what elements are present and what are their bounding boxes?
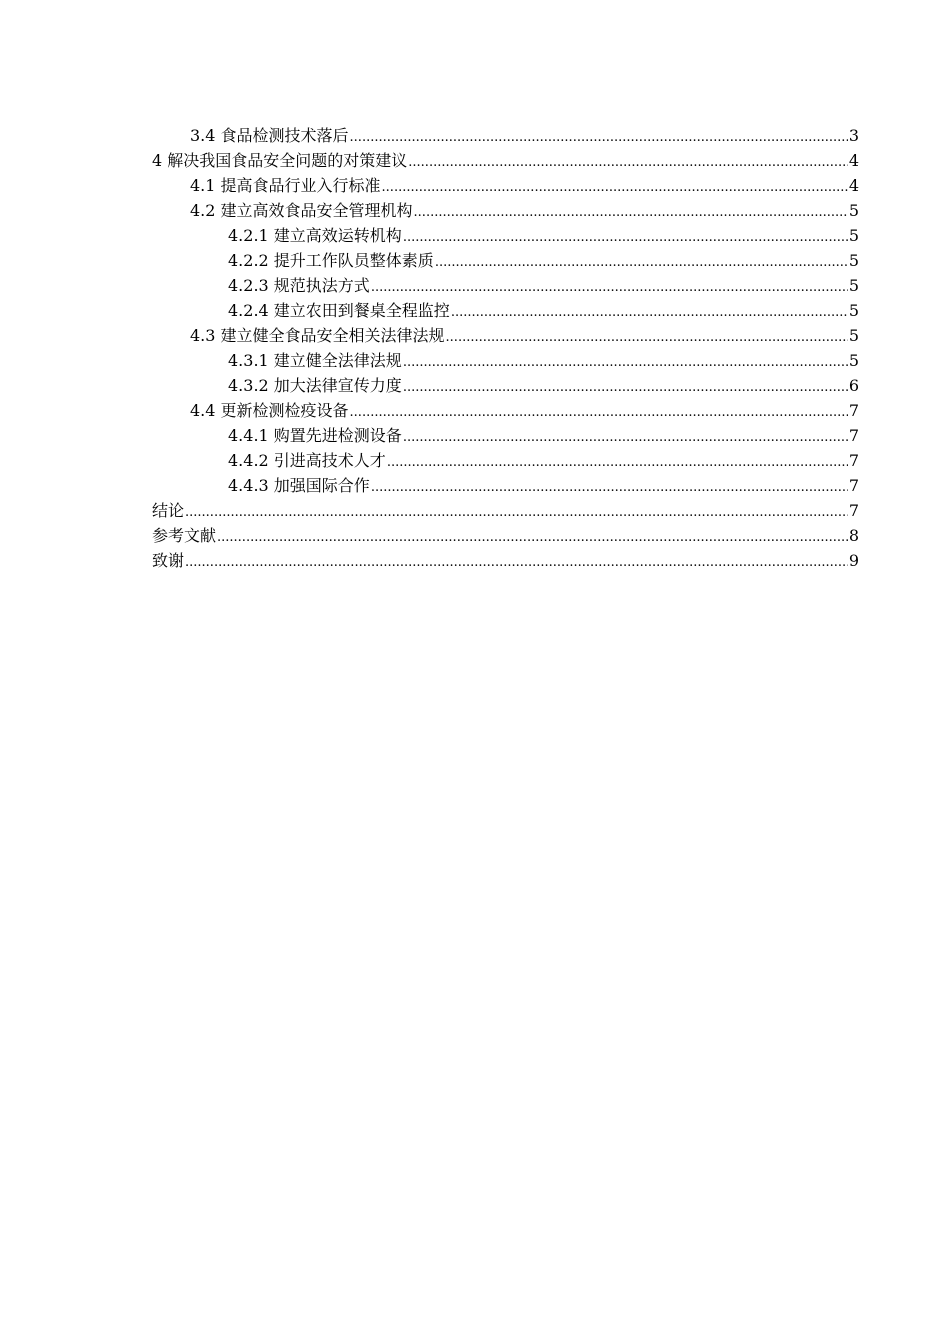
toc-entry[interactable] — [152, 198, 859, 223]
toc-dot-leader — [403, 425, 848, 450]
toc-entry-label: 4 解决我国食品安全问题的对策建议 — [152, 151, 408, 170]
toc-dot-leader — [403, 350, 848, 375]
toc-entry[interactable] — [152, 398, 859, 423]
toc-entry[interactable] — [152, 173, 859, 198]
toc-entry[interactable] — [152, 448, 859, 473]
toc-entry-label: 结论 — [152, 501, 185, 520]
toc-dot-leader — [414, 200, 848, 225]
toc-dot-leader — [350, 400, 848, 425]
toc-page-number: 7 — [848, 401, 859, 420]
toc-entry[interactable] — [152, 423, 859, 448]
toc-page-number: 7 — [848, 501, 859, 520]
toc-page-number: 5 — [848, 301, 859, 320]
toc-dot-leader — [403, 375, 848, 400]
toc-entry[interactable] — [152, 473, 859, 498]
toc-dot-leader — [451, 300, 848, 325]
toc-page-number: 5 — [848, 351, 859, 370]
toc-page-number: 7 — [848, 426, 859, 445]
toc-page-number: 5 — [848, 276, 859, 295]
toc-entry-label: 4.2 建立高效食品安全管理机构 — [190, 201, 413, 220]
toc-entry[interactable] — [152, 323, 859, 348]
toc-entry[interactable] — [152, 348, 859, 373]
toc-dot-leader — [403, 225, 848, 250]
toc-dot-leader — [446, 325, 848, 350]
toc-entry-label: 4.3.2 加大法律宣传力度 — [228, 376, 402, 395]
toc-entry-label: 4.2.2 提升工作队员整体素质 — [228, 251, 434, 270]
toc-page-number: 7 — [848, 451, 859, 470]
toc-page-number: 7 — [848, 476, 859, 495]
toc-page-number: 3 — [848, 126, 859, 145]
toc-entry-label: 4.3 建立健全食品安全相关法律法规 — [190, 326, 445, 345]
toc-page-number: 9 — [848, 551, 859, 570]
toc-entry[interactable] — [152, 373, 859, 398]
toc-page-number: 4 — [848, 176, 859, 195]
toc-entry[interactable] — [152, 298, 859, 323]
toc-entry[interactable] — [152, 123, 859, 148]
toc-dot-leader — [371, 475, 848, 500]
toc-entry[interactable] — [152, 248, 859, 273]
toc-entry-label: 参考文献 — [152, 526, 217, 545]
toc-page-number: 5 — [848, 201, 859, 220]
toc-entry-label: 4.2.4 建立农田到餐桌全程监控 — [228, 301, 450, 320]
toc-dot-leader — [185, 500, 848, 525]
toc-page-number: 6 — [848, 376, 859, 395]
toc-entry-label: 4.1 提高食品行业入行标准 — [190, 176, 381, 195]
toc-entry[interactable] — [152, 498, 859, 523]
toc-entry[interactable] — [152, 148, 859, 173]
toc-dot-leader — [382, 175, 848, 200]
toc-page-number: 5 — [848, 326, 859, 345]
toc-entry-label: 4.2.1 建立高效运转机构 — [228, 226, 402, 245]
toc-dot-leader — [371, 275, 848, 300]
toc-dot-leader — [350, 125, 848, 150]
toc-entry-label: 4.4.1 购置先进检测设备 — [228, 426, 402, 445]
toc-page-number: 8 — [848, 526, 859, 545]
toc-dot-leader — [217, 525, 848, 550]
table-of-contents — [152, 123, 859, 573]
toc-page-number: 4 — [848, 151, 859, 170]
toc-page-number: 5 — [848, 251, 859, 270]
toc-dot-leader — [408, 150, 848, 175]
toc-entry[interactable] — [152, 523, 859, 548]
toc-dot-leader — [387, 450, 848, 475]
toc-entry-label: 致谢 — [152, 551, 185, 570]
toc-entry-label: 4.4.2 引进高技术人才 — [228, 451, 386, 470]
toc-dot-leader — [435, 250, 848, 275]
toc-entry[interactable] — [152, 548, 859, 573]
toc-page-number: 5 — [848, 226, 859, 245]
toc-entry[interactable] — [152, 273, 859, 298]
toc-entry-label: 4.2.3 规范执法方式 — [228, 276, 370, 295]
toc-entry-label: 4.3.1 建立健全法律法规 — [228, 351, 402, 370]
toc-entry-label: 3.4 食品检测技术落后 — [190, 126, 349, 145]
toc-entry-label: 4.4 更新检测检疫设备 — [190, 401, 349, 420]
toc-dot-leader — [185, 550, 848, 575]
toc-entry[interactable] — [152, 223, 859, 248]
toc-entry-label: 4.4.3 加强国际合作 — [228, 476, 370, 495]
